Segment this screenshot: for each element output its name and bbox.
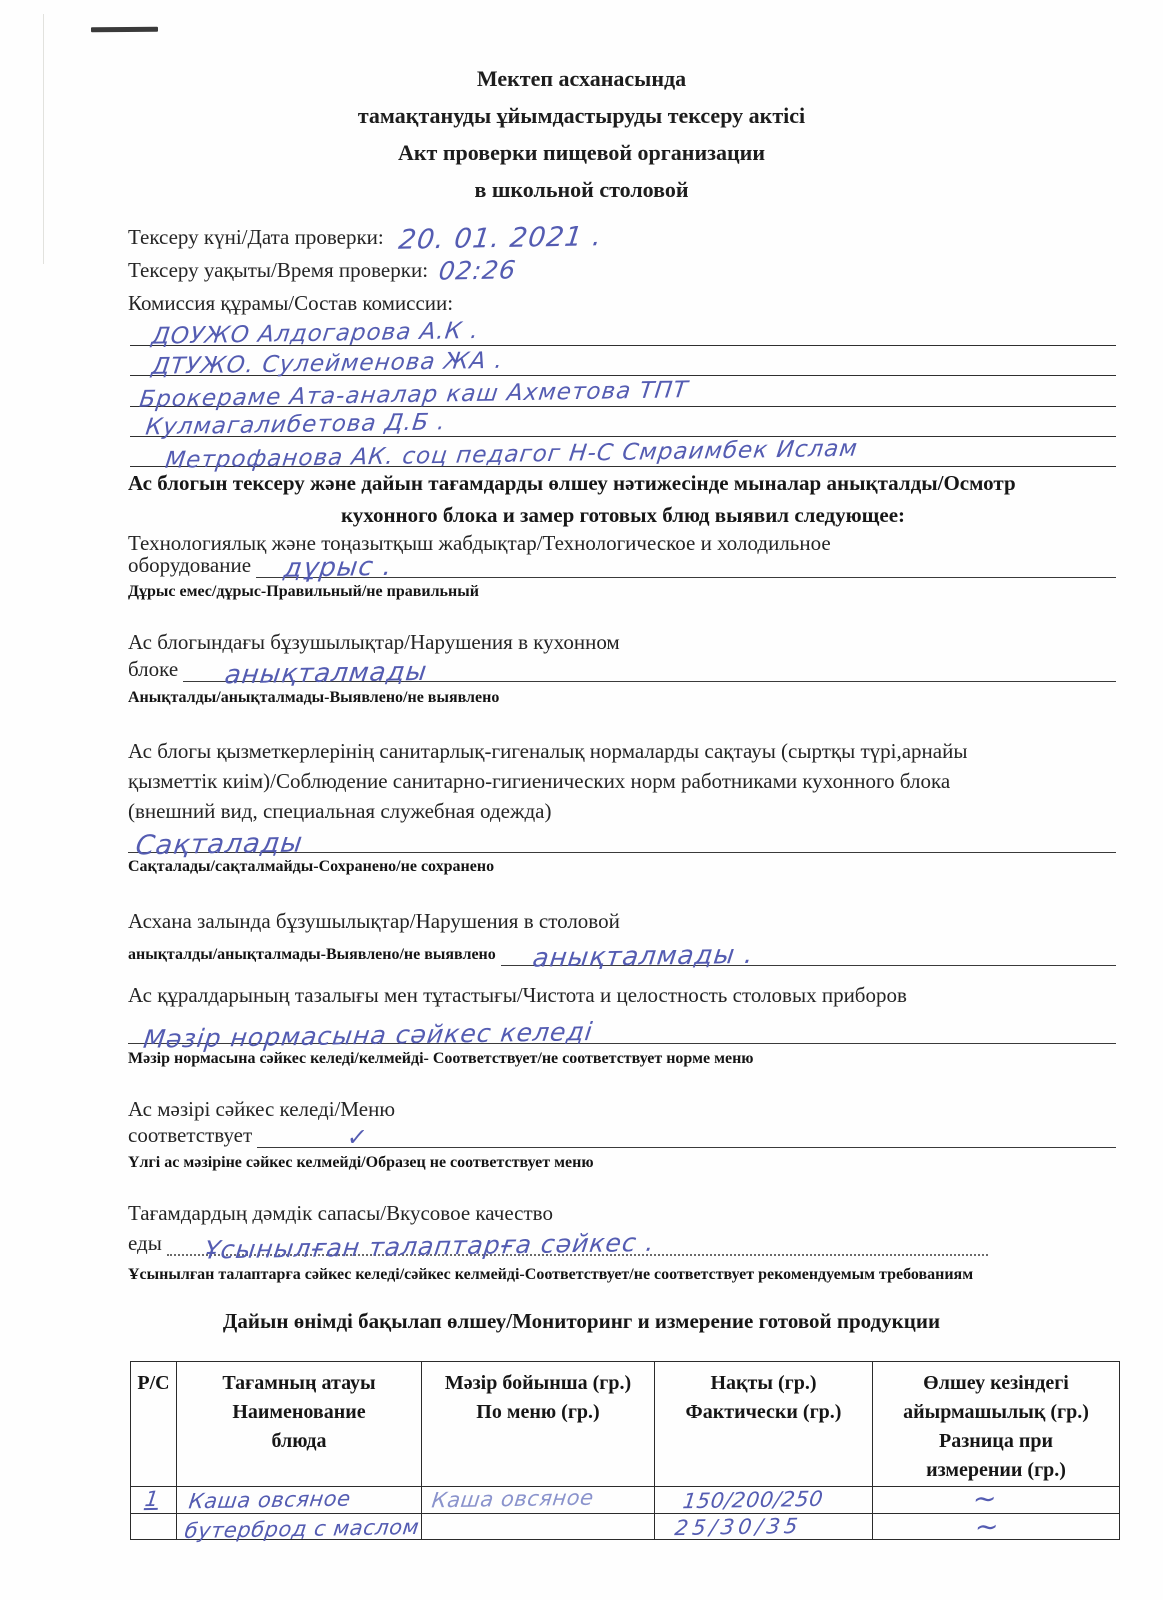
row1-num: 1: [143, 1486, 161, 1512]
title-line-1: Мектеп асханасында: [476, 66, 687, 91]
commission-member-line: [130, 433, 1116, 474]
kitchen-violations-fill-row: [128, 654, 1116, 691]
taste-blank-line: [167, 1227, 988, 1265]
taste-fill-row: [128, 1227, 1116, 1265]
scan-artifact-mark: [91, 27, 158, 32]
equipment-caption: Дұрыс емес/дұрыс-Правильный/не правильный: [128, 583, 479, 600]
sanitary-value: Сақталады: [133, 827, 305, 862]
header-actual-line2: Фактически (гр.): [685, 1401, 842, 1423]
cutlery-value: Мәзір нормасына сәйкес келеді: [141, 1016, 595, 1054]
commission-label: Комиссия құрамы/Состав комиссии:: [128, 291, 454, 315]
header-diff-line2: айырмашылық (гр.): [903, 1401, 1089, 1423]
header-cell-dish: [177, 1362, 422, 1487]
taste-caption: Ұсынылған талаптарға сәйкес келеді/сәйкес келмейді-Соответствует/не соответствует рекомендуемым требованиям: [128, 1266, 974, 1283]
kitchen-violations-blank-line: [183, 656, 1116, 691]
table-row: [131, 1514, 1120, 1540]
equipment-value: дұрыс .: [282, 551, 395, 584]
kitchen-violations-value: анықталмады: [223, 656, 430, 691]
title-line-2: тамақтануды ұйымдастыруды тексеру актісі: [357, 103, 806, 128]
inspection-time-line: [128, 255, 519, 286]
header-dish-line1: Тағамның атауы: [222, 1372, 376, 1394]
taste-label-line1: Тағамдардың дәмдік сапасы/Вкусовое качество: [128, 1201, 553, 1225]
dining-violations-label-line1: Асхана залында бұзушылықтар/Нарушения в столовой: [128, 909, 620, 933]
taste-value: Ұсынылған талаптарға сәйкес .: [202, 1227, 657, 1265]
header-dish-line2: Наименование: [232, 1401, 366, 1423]
equipment-label-line2: оборудование: [128, 553, 252, 577]
row2-actual: 25/30/35: [673, 1513, 804, 1541]
sanitary-label-line3: (внешний вид, специальная служебная одежда): [128, 799, 552, 823]
commission-member-line: [130, 312, 1116, 350]
row1-menu-cell: [422, 1487, 655, 1514]
commission-member-line: [130, 342, 1116, 380]
inspection-date-label: Тексеру күні/Дата проверки:: [128, 225, 384, 249]
commission-member-line: [130, 403, 1116, 441]
header-diff-line4: измерении (гр.): [926, 1459, 1066, 1481]
commission-member-2: ДТУЖО. Сулейменова ЖА .: [150, 347, 505, 380]
row2-num-cell: [131, 1514, 177, 1540]
row1-diff: ~: [971, 1481, 1000, 1516]
header-menu-line1: Мәзір бойынша (гр.): [444, 1372, 632, 1394]
cutlery-caption: Мәзір нормасына сәйкес келеді/келмейді- Соответствует/не соответствует норме меню: [128, 1050, 754, 1067]
equipment-fill-row: [128, 551, 1116, 584]
row2-menu-cell: [422, 1514, 655, 1540]
table-row: [131, 1487, 1120, 1514]
row1-dish-cell: [177, 1487, 422, 1514]
document-title: [0, 60, 1163, 208]
menu-match-label-line1: Ас мәзірі сәйкес келеді/Меню: [128, 1097, 396, 1121]
header-cell-actual: [655, 1362, 873, 1487]
row2-actual-cell: [655, 1514, 873, 1540]
kitchen-violations-label-line2: блоке: [128, 657, 179, 681]
row1-dish: Каша овсяное: [187, 1486, 353, 1514]
inspection-time-label: Тексеру уақыты/Время проверки:: [128, 258, 429, 282]
dining-violations-fill-row: [128, 938, 1116, 974]
dining-violations-blank-line: [501, 939, 1116, 974]
sanitary-blank-line: [128, 823, 1116, 862]
dining-violations-inline-label: анықталды/анықталмады-Выявлено/не выявлено: [128, 946, 496, 963]
equipment-label-line1: Технологиялық және тоңазытқыш жабдықтар/Технологическое и холодильное: [128, 531, 831, 555]
header-cell-menu: [422, 1362, 655, 1487]
sanitary-label-line1: Ас блогы қызметкерлерінің санитарлық-гигеналық нормаларды сақтауы (сыртқы түрі,арнайы: [128, 739, 968, 763]
dining-violations-value: анықталмады .: [530, 939, 756, 974]
equipment-blank-line: [256, 551, 1116, 584]
menu-match-blank-line: [257, 1123, 1116, 1152]
row2-dish-cell: [177, 1514, 422, 1544]
title-line-4: в школьной столовой: [474, 177, 689, 202]
commission-member-5: Метрофанова АК. соц педагог Н-С Смраимбек Ислам: [163, 435, 860, 474]
header-actual-line1: Нақты (гр.): [710, 1372, 817, 1394]
inspection-time-value: 02:26: [437, 255, 519, 286]
row1-menu: Каша овсяное: [430, 1485, 596, 1513]
row1-actual: 150/200/250: [681, 1486, 825, 1514]
commission-member-4: Кулмагалибетова Д.Б .: [144, 409, 448, 441]
inspection-date-value: 20. 01. 2021 .: [396, 221, 605, 256]
cutlery-label-line1: Ас құралдарының тазалығы мен тұтастығы/Чистота и целостность столовых приборов: [128, 983, 907, 1007]
intro-line-2: кухонного блока и замер готовых блюд выявил следующее:: [340, 503, 906, 527]
menu-match-label-line2: соответствует: [128, 1123, 253, 1147]
row2-diff: ~: [973, 1509, 1002, 1544]
kitchen-violations-caption: Анықталды/анықталмады-Выявлено/не выявлено: [128, 689, 500, 706]
commission-member-1: ДОУЖО Алдогарова А.К .: [150, 317, 481, 350]
header-menu-line2: По меню (гр.): [476, 1401, 600, 1423]
header-cell-num: [131, 1362, 177, 1487]
header-cell-diff: [873, 1362, 1120, 1487]
row2-diff-cell: [873, 1509, 1120, 1544]
header-diff-line1: Өлшеу кезіндегі: [923, 1372, 1069, 1394]
header-num-line1: Р/С: [137, 1372, 170, 1394]
intro-line-1: Ас блогын тексеру және дайын тағамдарды өлшеу нәтижесінде мыналар анықталды/Осмотр: [128, 471, 1016, 495]
menu-match-value: ✓: [345, 1123, 371, 1152]
row1-num-cell: [131, 1487, 177, 1514]
menu-match-caption: Үлгі ас мәзіріне сәйкес келмейді/Образец не соответствует меню: [128, 1154, 594, 1171]
monitoring-table: [130, 1361, 1120, 1544]
title-line-3: Акт проверки пищевой организации: [397, 140, 765, 165]
commission-member-3: Брокераме Ата-аналар каш Ахметова ТПТ: [137, 377, 690, 413]
monitoring-title: Дайын өнімді бақылап өлшеу/Мониторинг и измерение готовой продукции: [222, 1309, 941, 1333]
menu-match-fill-row: [128, 1121, 1116, 1152]
sanitary-caption: Сақталады/сақталмайды-Сохранено/не сохранено: [128, 858, 495, 875]
monitoring-table-header-row: [131, 1362, 1120, 1487]
taste-label-line2: еды: [128, 1231, 162, 1255]
row2-dish: бутерброд с маслом: [183, 1514, 421, 1544]
cutlery-blank-line: [128, 1013, 1116, 1054]
inspection-date-line: [128, 221, 605, 256]
sanitary-label-line2: қызметтік киім)/Соблюдение санитарно-гигиенических норм работниками кухонного блока: [128, 769, 951, 793]
commission-member-line: [130, 373, 1116, 413]
header-diff-line3: Разница при: [939, 1430, 1053, 1452]
kitchen-violations-label-line1: Ас блогындағы бұзушылықтар/Нарушения в кухонном: [128, 630, 620, 654]
row1-actual-cell: [655, 1487, 873, 1514]
header-dish-line3: блюда: [271, 1430, 327, 1452]
